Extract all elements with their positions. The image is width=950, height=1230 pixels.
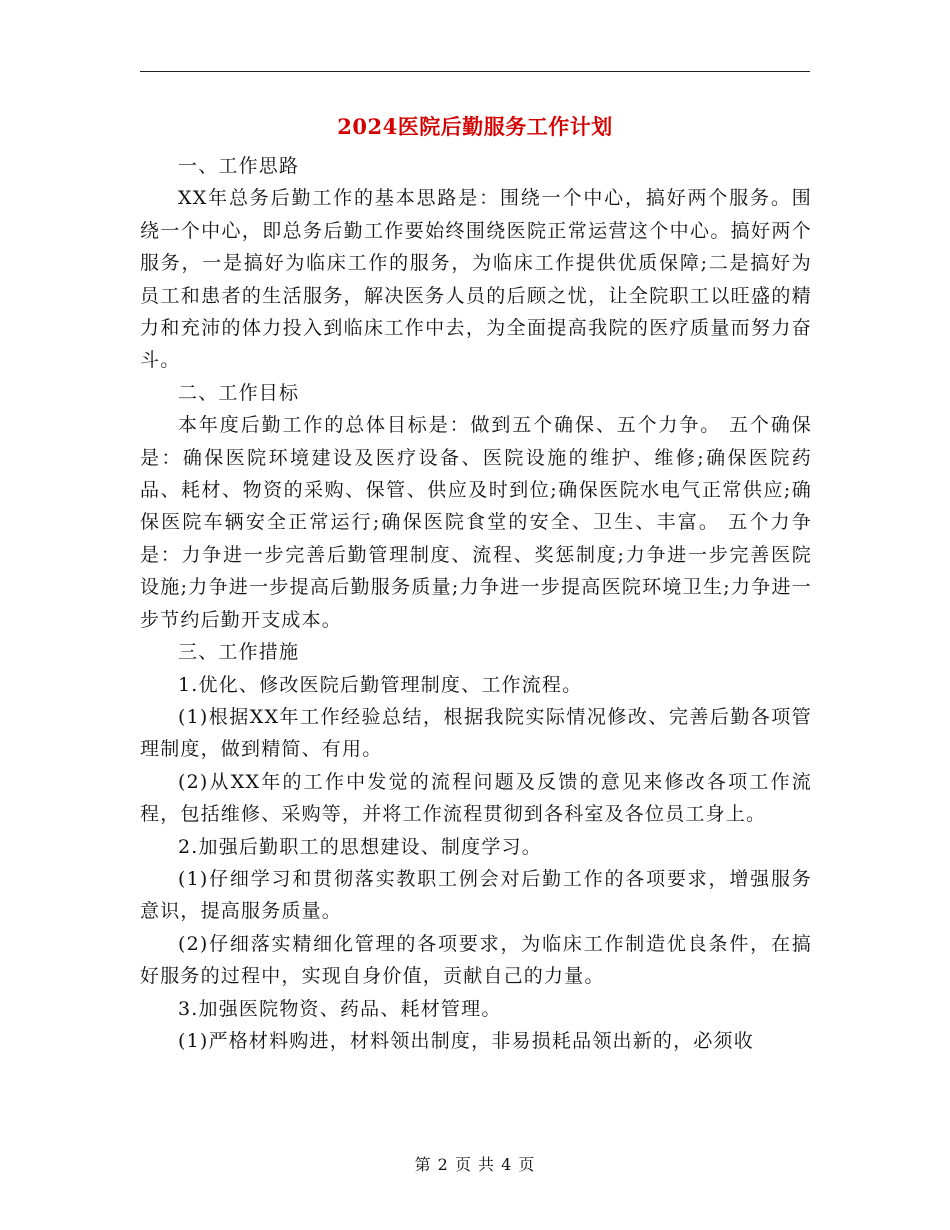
subheading: 2.加强后勤职工的思想建设、制度学习。 bbox=[178, 835, 542, 858]
section-heading-3: 三、工作措施 bbox=[178, 641, 300, 664]
list-item: (1)严格材料购进，材料领出制度，非易损耗品领出新的，必须收 bbox=[178, 1029, 754, 1052]
list-item: (2)从XX年的工作中发觉的流程问题及反馈的意见来修改各项工作流程，包括维修、采购等，并将工作流程贯彻到各科室及各位员工身上。 bbox=[140, 770, 812, 826]
list-item: (1)根据XX年工作经验总结，根据我院实际情况修改、完善后勤各项管理制度，做到精简、有用。 bbox=[140, 705, 812, 761]
page-number-label: 第 2 页 共 4 页 bbox=[414, 1155, 536, 1174]
section-heading-2: 二、工作目标 bbox=[178, 381, 300, 404]
list-item: (1)仔细学习和贯彻落实教职工例会对后勤工作的各项要求，增强服务意识，提高服务质量。 bbox=[140, 867, 812, 923]
subheading: 1.优化、修改医院后勤管理制度、工作流程。 bbox=[178, 673, 583, 696]
list-item: (2)仔细落实精细化管理的各项要求，为临床工作制造优良条件，在搞好服务的过程中，实现自身价值，贡献自己的力量。 bbox=[140, 932, 812, 988]
header-rule bbox=[140, 71, 810, 72]
section-heading-1: 一、工作思路 bbox=[178, 155, 300, 177]
page-footer bbox=[0, 1153, 950, 1177]
paragraph: 本年度后勤工作的总体目标是：做到五个确保、五个力争。 五个确保是：确保医院环境建设及医疗设备、医院设施的维护、维修;确保医院药品、耗材、物资的采购、保管、供应及时到位;确保医院水电气正常供应;确保医院车辆安全正常运行;确保医院食堂的安全、卫生、丰富。 五个力争是：力争进一步完善后勤管理制度、流程、奖惩制度;力争进一步完善医院设施;力争进一步提高后勤服务质量;力争进一步提高医院环境卫生;力争进一步节约后勤开支成本。 bbox=[140, 414, 812, 631]
paragraph: XX年总务后勤工作的基本思路是：围绕一个中心，搞好两个服务。围绕一个中心，即总务后勤工作要始终围绕医院正常运营这个中心。搞好两个服务，一是搞好为临床工作的服务，为临床工作提供优质保障;二是搞好为员工和患者的生活服务，解决医务人员的后顾之忧，让全院职工以旺盛的精力和充沛的体力投入到临床工作中去，为全面提高我院的医疗质量而努力奋斗。 bbox=[140, 187, 812, 372]
subheading: 3.加强医院物资、药品、耗材管理。 bbox=[178, 997, 502, 1020]
document-title: 2024医院后勤服务工作计划 bbox=[337, 114, 613, 139]
document-body bbox=[140, 150, 812, 1057]
